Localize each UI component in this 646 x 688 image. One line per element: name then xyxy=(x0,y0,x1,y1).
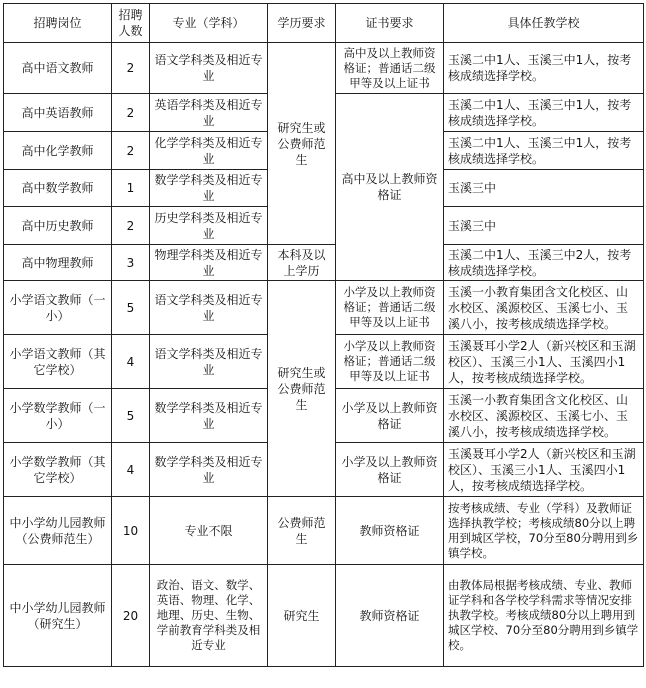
table-row xyxy=(4,43,644,94)
count-cell: 4 xyxy=(112,335,150,389)
major-cell: 化学学科类及相近专业 xyxy=(150,132,268,170)
schools-cell: 玉溪聂耳小学2人（新兴校区和玉湖校区）、玉溪三小1人、玉溪四小1人，按考核成绩选择学校。 xyxy=(444,335,644,389)
count-cell: 1 xyxy=(112,170,150,207)
post-cell: 小学语文教师（其它学校） xyxy=(4,335,112,389)
major-cell: 数学学科类及相近专业 xyxy=(150,170,268,207)
schools-cell: 由教体局根据考核成绩、专业、教师证学科和各学校学科需求等情况安排执教学校。考核成绩80分以上聘用到城区学校、70分至80分聘用到乡镇学校。 xyxy=(444,565,644,667)
count-cell: 2 xyxy=(112,132,150,170)
table-header-row xyxy=(4,4,644,43)
schools-cell: 玉溪二中1人、玉溪三中1人，按考核成绩选择学校。 xyxy=(444,43,644,94)
recruitment-table xyxy=(3,3,644,667)
table-row xyxy=(4,565,644,667)
certificate-cell: 高中及以上教师资格证；普通话二级甲等及以上证书 xyxy=(336,43,444,94)
education-cell: 公费师范生 xyxy=(268,497,336,565)
header-certificate: 证书要求 xyxy=(336,4,444,43)
schools-cell: 玉溪聂耳小学2人（新兴校区和玉湖校区）、玉溪三小1人、玉溪四小1人，按考核成绩选择学校。 xyxy=(444,443,644,497)
schools-cell: 玉溪三中 xyxy=(444,170,644,207)
schools-cell: 按考核成绩、专业（学科）及教师证选择执教学校；考核成绩80分以上聘用到城区学校，70分至80分聘用到乡镇学校。 xyxy=(444,497,644,565)
count-cell: 4 xyxy=(112,443,150,497)
count-cell: 2 xyxy=(112,207,150,245)
post-cell: 高中语文教师 xyxy=(4,43,112,94)
education-cell: 研究生 xyxy=(268,565,336,667)
post-cell: 中小学幼儿园教师（研究生） xyxy=(4,565,112,667)
certificate-cell: 教师资格证 xyxy=(336,497,444,565)
count-cell: 2 xyxy=(112,43,150,94)
post-cell: 高中历史教师 xyxy=(4,207,112,245)
education-cell: 研究生或公费师范生 xyxy=(268,43,336,245)
major-cell: 数学学科类及相近专业 xyxy=(150,443,268,497)
schools-cell: 玉溪一小教育集团含文化校区、山水校区、溪源校区、玉溪七小、玉溪八小，按考核成绩选择学校。 xyxy=(444,281,644,335)
table-row xyxy=(4,497,644,565)
education-cell: 研究生或公费师范生 xyxy=(268,281,336,497)
certificate-cell: 教师资格证 xyxy=(336,565,444,667)
major-cell: 专业不限 xyxy=(150,497,268,565)
schools-cell: 玉溪三中 xyxy=(444,207,644,245)
count-cell: 3 xyxy=(112,245,150,281)
header-schools: 具体任教学校 xyxy=(444,4,644,43)
table-row xyxy=(4,281,644,335)
post-cell: 高中英语教师 xyxy=(4,94,112,132)
header-major: 专业（学科） xyxy=(150,4,268,43)
count-cell: 5 xyxy=(112,281,150,335)
major-cell: 数学学科类及相近专业 xyxy=(150,389,268,443)
post-cell: 中小学幼儿园教师（公费师范生） xyxy=(4,497,112,565)
certificate-cell: 小学及以上教师资格证 xyxy=(336,389,444,443)
post-cell: 小学数学教师（其它学校） xyxy=(4,443,112,497)
schools-cell: 玉溪二中1人、玉溪三中1人，按考核成绩选择学校。 xyxy=(444,132,644,170)
header-count: 招聘人数 xyxy=(112,4,150,43)
header-education: 学历要求 xyxy=(268,4,336,43)
major-cell: 政治、语文、数学、英语、物理、化学、地理、历史、生物、学前教育学科类及相近专业 xyxy=(150,565,268,667)
education-cell: 本科及以上学历 xyxy=(268,245,336,281)
post-cell: 高中化学教师 xyxy=(4,132,112,170)
count-cell: 20 xyxy=(112,565,150,667)
major-cell: 英语学科类及相近专业 xyxy=(150,94,268,132)
major-cell: 物理学科类及相近专业 xyxy=(150,245,268,281)
header-post: 招聘岗位 xyxy=(4,4,112,43)
post-cell: 高中数学教师 xyxy=(4,170,112,207)
schools-cell: 玉溪二中1人、玉溪三中1人，按考核成绩选择学校。 xyxy=(444,94,644,132)
major-cell: 历史学科类及相近专业 xyxy=(150,207,268,245)
post-cell: 小学数学教师（一小） xyxy=(4,389,112,443)
schools-cell: 玉溪二中1人、玉溪三中2人，按考核成绩选择学校。 xyxy=(444,245,644,281)
post-cell: 高中物理教师 xyxy=(4,245,112,281)
certificate-cell: 高中及以上教师资格证 xyxy=(336,94,444,281)
count-cell: 5 xyxy=(112,389,150,443)
post-cell: 小学语文教师（一小） xyxy=(4,281,112,335)
major-cell: 语文学科类及相近专业 xyxy=(150,281,268,335)
schools-cell: 玉溪一小教育集团含文化校区、山水校区、溪源校区、玉溪七小、玉溪八小，按考核成绩选择学校。 xyxy=(444,389,644,443)
certificate-cell: 小学及以上教师资格证；普通话二级甲等及以上证书 xyxy=(336,281,444,335)
major-cell: 语文学科类及相近专业 xyxy=(150,335,268,389)
table-row xyxy=(4,245,644,281)
certificate-cell: 小学及以上教师资格证 xyxy=(336,443,444,497)
major-cell: 语文学科类及相近专业 xyxy=(150,43,268,94)
count-cell: 10 xyxy=(112,497,150,565)
certificate-cell: 小学及以上教师资格证；普通话二级甲等及以上证书 xyxy=(336,335,444,389)
count-cell: 2 xyxy=(112,94,150,132)
